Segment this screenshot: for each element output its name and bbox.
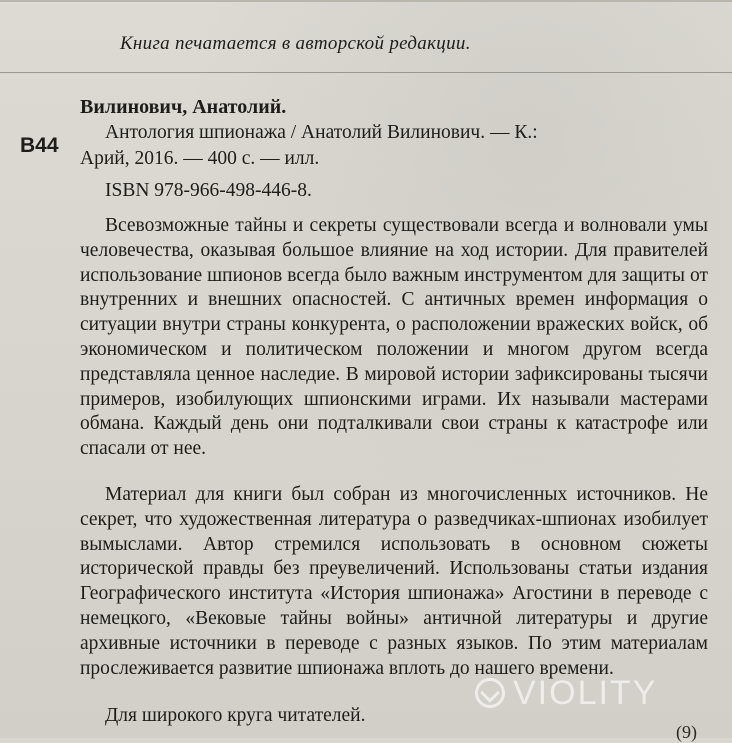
bibliographic-line-2: Арий, 2016. — 400 с. — илл. (80, 148, 320, 169)
page-mark: (9) (676, 722, 697, 742)
annotation-paragraph-2: Материал для книги был собран из многочисленных источников. Не секрет, что художественная литература о разведчиках-шпионах изобилует вымыслами. Автор стремился использовать в основном сюжеты исторической правды без преувеличений. Использованы статьи издания Географического института «История шпионажа» Агостини в переводе с немецкого, «Вековые тайны войны» античной литературы и другие архивные источники в переводе с разных языков. По этим материалам прослеживается развитие шпионажа вплоть до нашего времени. (80, 484, 708, 679)
bleed-through-shadow (520, 10, 720, 130)
bibliographic-record (80, 120, 720, 172)
watermark-text: VIOLITY (513, 673, 658, 712)
annotation-paragraph-1: Всевозможные тайны и секреты существовали всегда и волновали умы человечества, оказывая большое влияние на ход истории. Для правителей использование шпионов всегда было важным инструментом для защиты от внутренних и внешних опасностей. С античных времен информация о ситуации внутри страны конкурента, о расположении вражеских войск, об экономическом и политическом положении и многом другом всегда представляла ценное наследие. В мировой истории зафиксированы тысячи примеров, изобилующих шпионскими играми. Их называли мастерами обмана. Каждый день они подталкивали свои страны к катастрофе или спасали от нее. (80, 215, 708, 460)
catalog-code: В44 (20, 134, 59, 157)
bibliographic-line-1: Антология шпионажа / Анатолий Вилинович. — К.: (105, 122, 538, 143)
top-edge (0, 0, 732, 2)
isbn: ISBN 978-966-498-446-8. (105, 180, 312, 201)
header-note: Книга печатается в авторской редакции. (120, 33, 471, 54)
header-divider (0, 72, 732, 73)
audience-note: Для широкого круга читателей. (105, 705, 366, 726)
violity-logo-icon (475, 678, 505, 708)
author-name: Вилинович, Анатолий. (80, 96, 287, 118)
